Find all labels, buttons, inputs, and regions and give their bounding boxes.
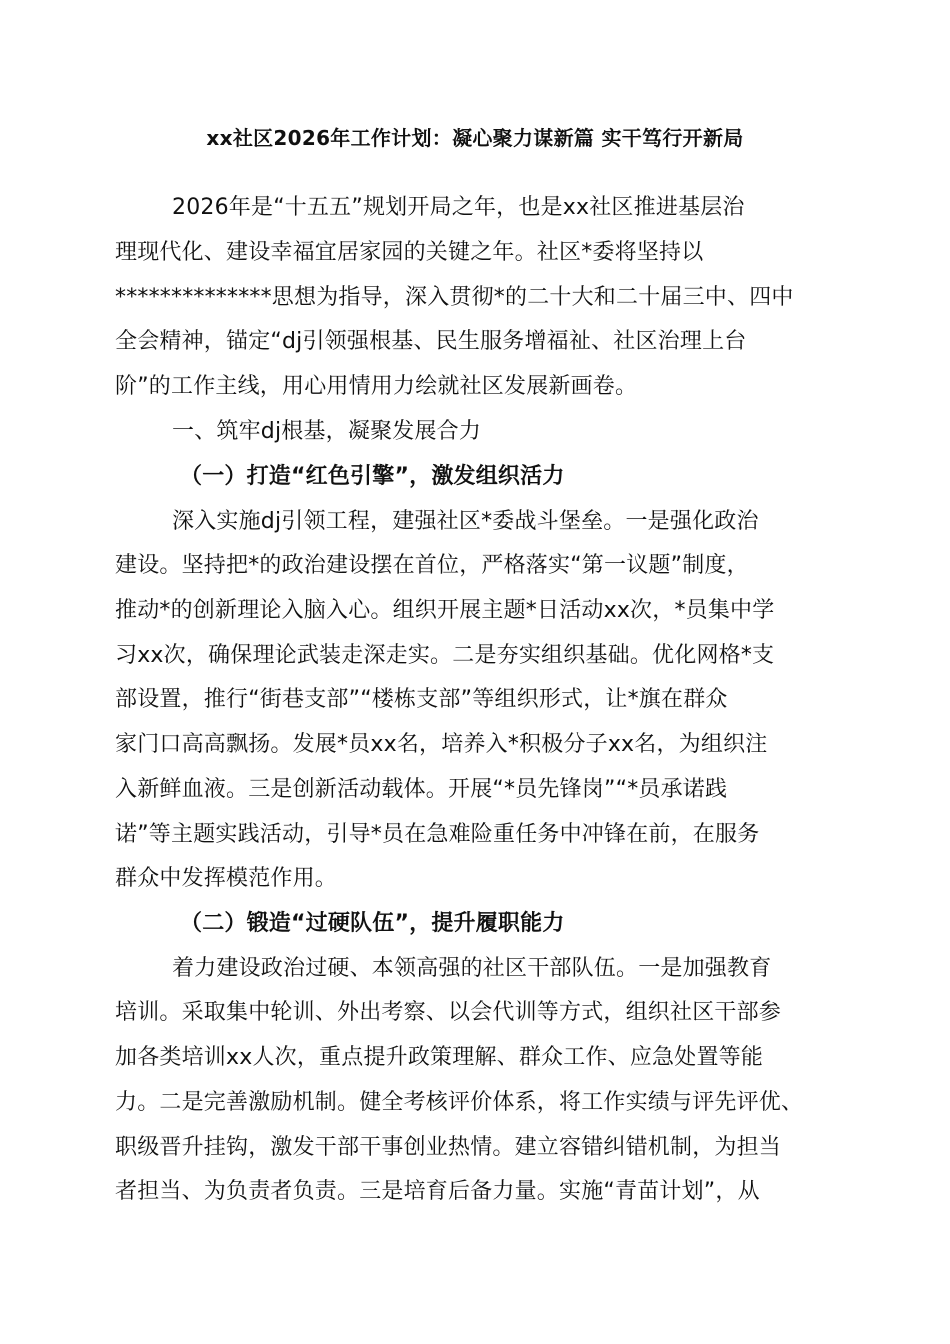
body-line: 力。二是完善激励机制。健全考核评价体系，将工作实绩与评先评优、 <box>115 1090 804 1115</box>
intro-line: 阶”的工作主线，用心用情用力绘就社区发展新画卷。 <box>115 374 638 399</box>
document-title: xx社区2026年工作计划：凝心聚力谋新篇 实干笃行开新局 <box>206 126 744 150</box>
body-line: 培训。采取集中轮训、外出考察、以会代训等方式，组织社区干部参 <box>115 1000 782 1025</box>
body-line: 建设。坚持把*的政治建设摆在首位，严格落实“第一议题”制度， <box>115 553 749 578</box>
subsection-heading: （一）打造“红色引擎”，激发组织活力 <box>180 464 565 489</box>
body-line: 诺”等主题实践活动，引导*员在急难险重任务中冲锋在前，在服务 <box>115 822 760 847</box>
intro-line: 理现代化、建设幸福宜居家园的关键之年。社区*委将坚持以 <box>115 240 704 265</box>
body-line: 习xx次，确保理论武装走深走实。二是夯实组织基础。优化网格*支 <box>115 643 775 668</box>
body-line: 入新鲜血液。三是创新活动载体。开展“*员先锋岗”“*员承诺践 <box>115 777 728 802</box>
body-line: 职级晋升挂钩，激发干部干事创业热情。建立容错纠错机制，为担当 <box>115 1135 782 1160</box>
intro-line: 全会精神，锚定“dj引领强根基、民生服务增福祉、社区治理上台 <box>115 329 747 354</box>
body-line: 群众中发挥模范作用。 <box>115 866 338 891</box>
body-line: 部设置，推行“街巷支部”“楼栋支部”等组织形式，让*旗在群众 <box>115 687 728 712</box>
body-line: 者担当、为负责者负责。三是培育后备力量。实施“青苗计划”，从 <box>115 1179 760 1204</box>
body-line: 家门口高高飘扬。发展*员xx名，培养入*积极分子xx名，为组织注 <box>115 732 768 757</box>
body-line: 深入实施dj引领工程，建强社区*委战斗堡垒。一是强化政治 <box>172 509 759 534</box>
subsection-heading: （二）锻造“过硬队伍”，提升履职能力 <box>180 911 565 936</box>
intro-line: **************思想为指导，深入贯彻*的二十大和二十届三中、四中 <box>115 285 794 310</box>
section-heading: 一、筑牢dj根基，凝聚发展合力 <box>172 419 482 444</box>
body-line: 推动*的创新理论入脑入心。组织开展主题*日活动xx次，*员集中学 <box>115 598 775 623</box>
body-line: 加各类培训xx人次，重点提升政策理解、群众工作、应急处置等能 <box>115 1045 764 1070</box>
intro-line: 2026年是“十五五”规划开局之年，也是xx社区推进基层治 <box>172 195 745 220</box>
body-line: 着力建设政治过硬、本领高强的社区干部队伍。一是加强教育 <box>172 956 772 981</box>
